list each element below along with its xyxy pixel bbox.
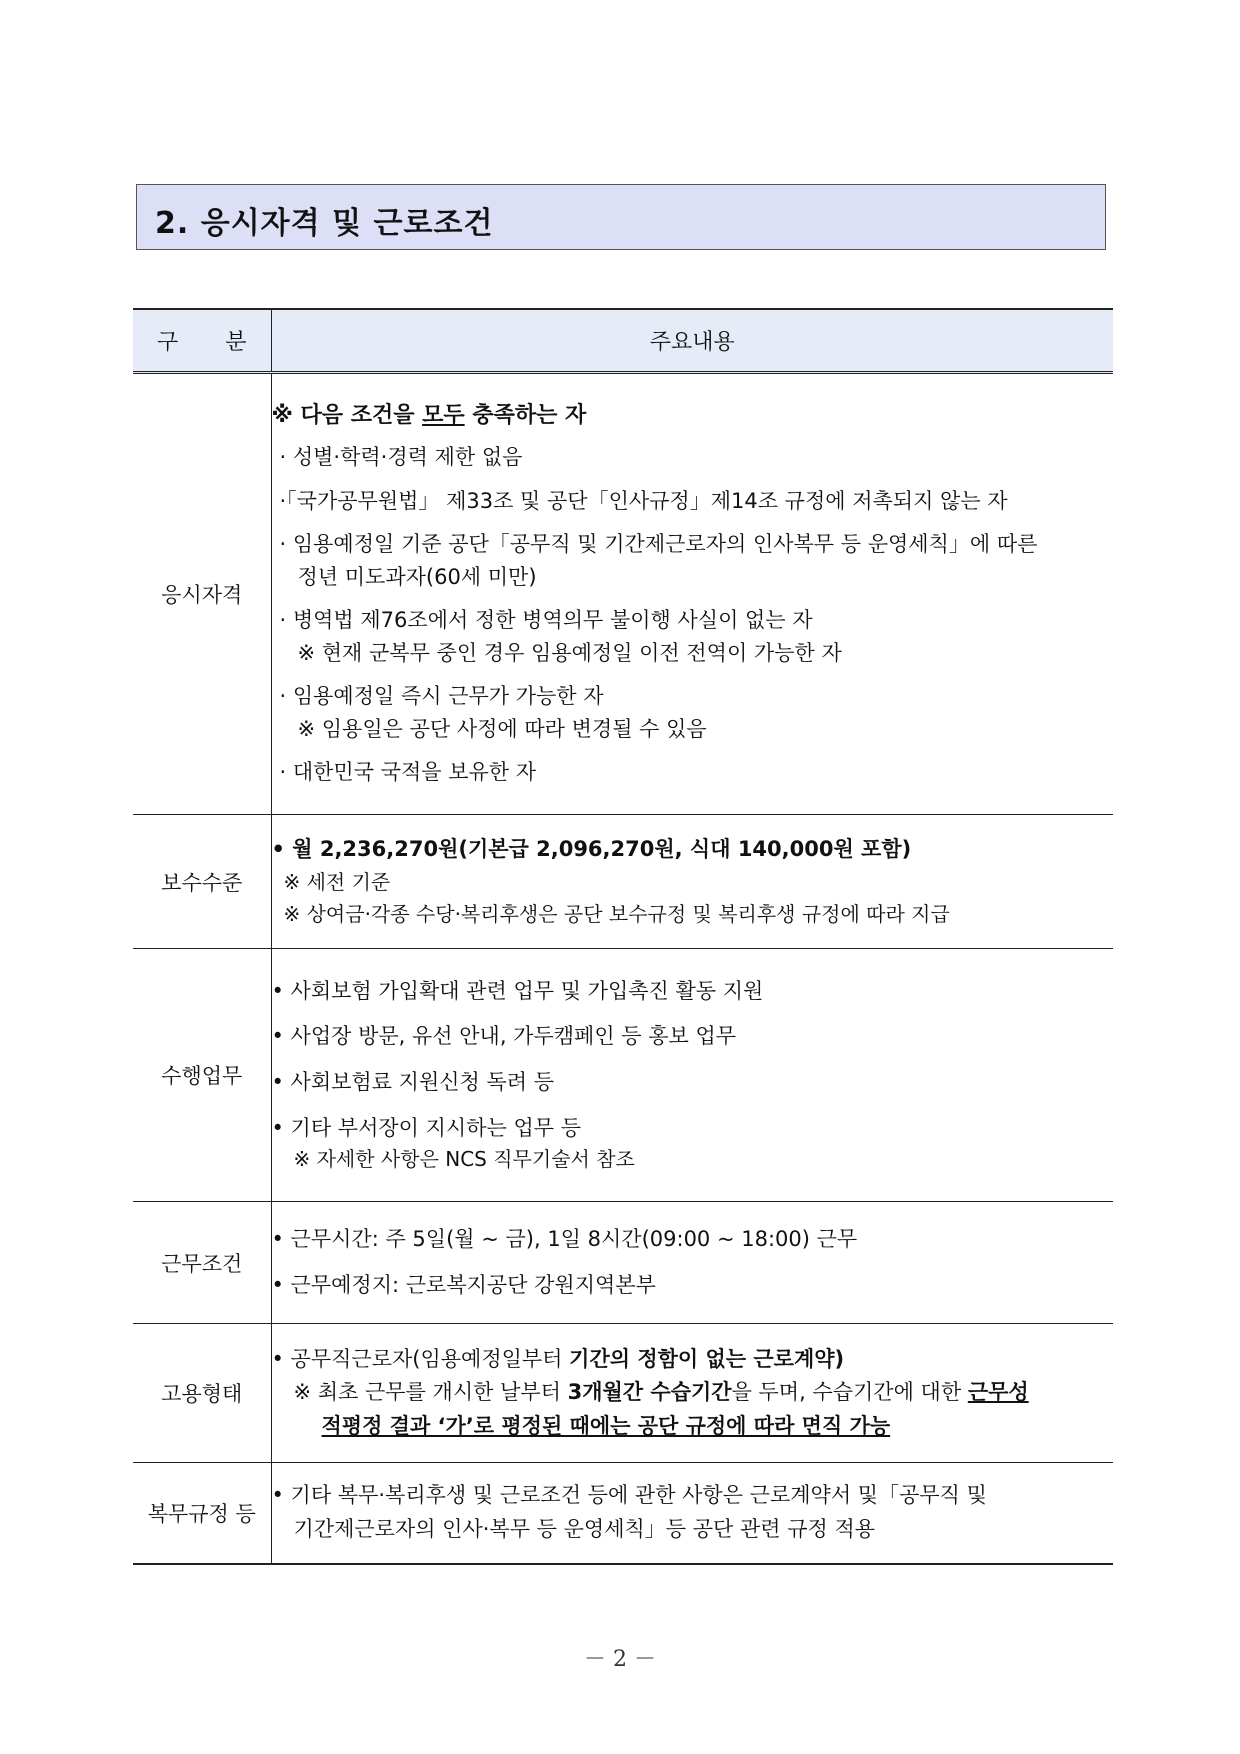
table-header-row — [133, 309, 1113, 373]
row-label-salary: 보수수준 — [133, 815, 271, 949]
row-label-qualification: 응시자격 — [133, 373, 271, 815]
condition-item: • 근무예정지: 근로복지공단 강원지역본부 — [271, 1273, 656, 1297]
row-label-duties: 수행업무 — [133, 949, 271, 1202]
salary-amount: • 월 2,236,270원(기본급 2,096,270원, 식대 140,000원 포함) — [271, 836, 912, 861]
duty-item: • 기타 부서장이 지시하는 업무 등 — [271, 1115, 581, 1140]
condition-item: • 근무시간: 주 5일(월 ~ 금), 1일 8시간(09:00 ~ 18:00) 근무 — [271, 1227, 858, 1252]
table-row-conditions — [133, 1202, 1113, 1324]
table-row-employment — [133, 1324, 1113, 1463]
qualification-item: ·「국가공무원법」 제33조 및 공단「인사규정」제14조 규정에 저촉되지 않는 자 — [279, 488, 1008, 513]
duty-item: • 사업장 방문, 유선 안내, 가두캠페인 등 홍보 업무 — [271, 1024, 737, 1049]
qualification-note: ※ 현재 군복무 중인 경우 임용예정일 이전 전역이 가능한 자 — [297, 640, 842, 665]
qualification-item: · 임용예정일 기준 공단「공무직 및 기간제근로자의 인사복무 등 운영세칙」에 따른 — [279, 532, 1038, 557]
table-row-duties — [133, 949, 1113, 1202]
qualification-intro: ※ 다음 조건을 모두 충족하는 자 — [271, 402, 587, 428]
row-label-conditions: 근무조건 — [133, 1202, 271, 1324]
rules-text: • 기타 복무·복리후생 및 근로조건 등에 관한 사항은 근로계약서 및「공무직 및 — [271, 1483, 987, 1508]
rules-text-continued: 기간제근로자의 인사·복무 등 운영세칙」등 공단 관련 규정 적용 — [293, 1517, 876, 1541]
table-row-salary — [133, 815, 1113, 949]
row-label-employment: 고용형태 — [133, 1324, 271, 1463]
salary-note: ※ 세전 기준 — [283, 870, 391, 895]
table-row-qualification — [133, 373, 1113, 815]
qualification-item: · 임용예정일 즉시 근무가 가능한 자 — [279, 684, 604, 709]
page-number: － 2 － — [584, 1647, 656, 1672]
qualification-item: · 성별·학력·경력 제한 없음 — [279, 445, 523, 470]
salary-note: ※ 상여금·각종 수당·복리후생은 공단 보수규정 및 복리후생 규정에 따라 지급 — [283, 902, 950, 927]
employment-note-continued: 적평정 결과 ‘가’로 평정된 때에는 공단 규정에 따라 면직 가능 — [321, 1413, 891, 1438]
header-category: 구 분 — [133, 309, 271, 373]
section-title: 2. 응시자격 및 근로조건 — [155, 206, 494, 241]
qualification-item-continued: 정년 미도과자(60세 미만) — [297, 564, 537, 589]
row-label-rules: 복무규정 등 — [133, 1463, 271, 1565]
duty-item: • 사회보험 가입확대 관련 업무 및 가입촉진 활동 지원 — [271, 978, 764, 1003]
duty-item: • 사회보험료 지원신청 독려 등 — [271, 1070, 555, 1094]
header-content: 주요내용 — [271, 309, 1113, 373]
duty-note: ※ 자세한 사항은 NCS 직무기술서 참조 — [293, 1147, 635, 1172]
qualification-item: · 병역법 제76조에서 정한 병역의무 불이행 사실이 없는 자 — [279, 608, 813, 633]
conditions-table — [133, 308, 1113, 1565]
employment-type: • 공무직근로자(임용예정일부터 기간의 정함이 없는 근로계약) — [271, 1346, 845, 1371]
qualification-note: ※ 임용일은 공단 사정에 따라 변경될 수 있음 — [297, 716, 707, 741]
section-title-box — [136, 184, 1106, 250]
table-row-rules — [133, 1463, 1113, 1565]
employment-note: ※ 최초 근무를 개시한 날부터 3개월간 수습기간을 두며, 수습기간에 대한 근무성 — [293, 1380, 1029, 1405]
qualification-item: · 대한민국 국적을 보유한 자 — [279, 760, 537, 785]
